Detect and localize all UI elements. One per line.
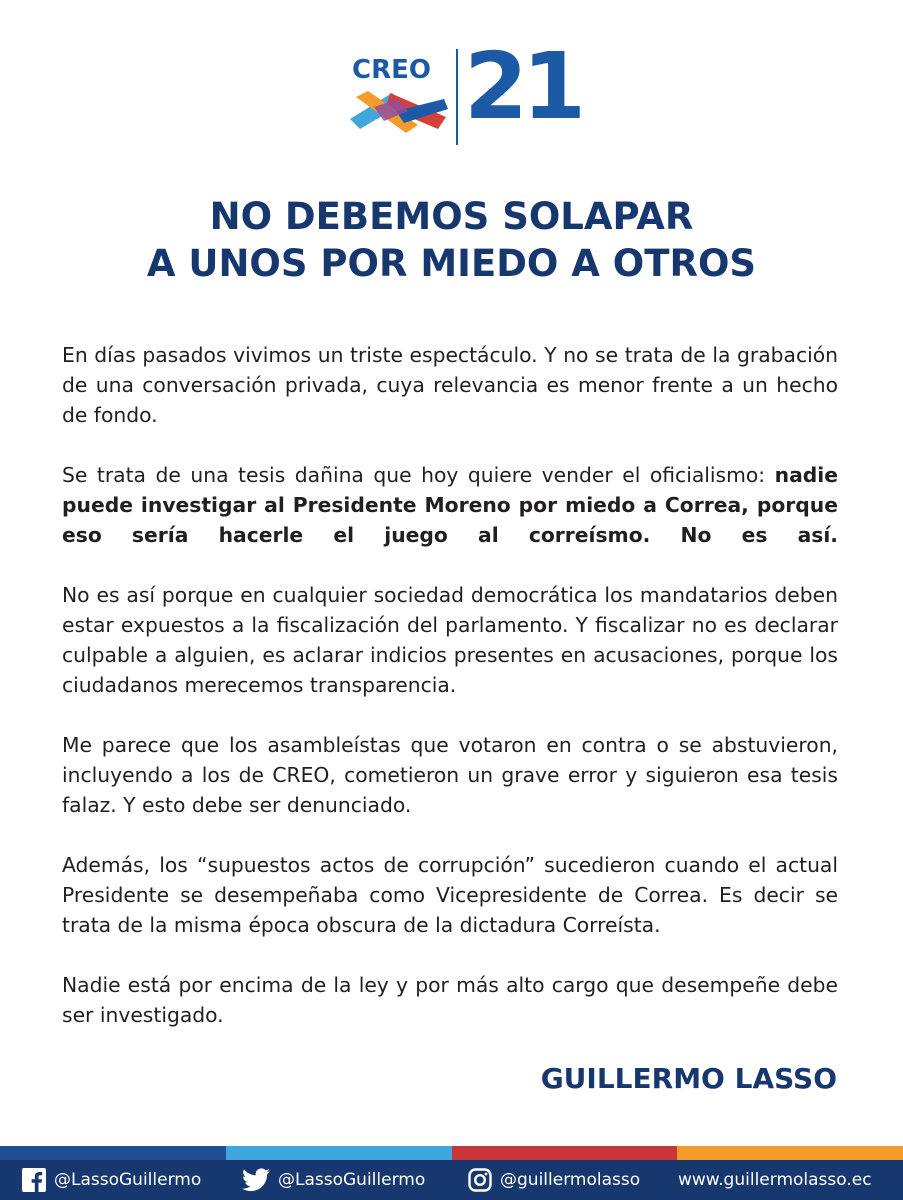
paragraph-2-bold-text: nadie puede investigar al Presidente Moreno por miedo a Correa, porque eso sería hacerle el juego al correísmo. No es así.	[62, 463, 838, 547]
facebook-handle: @LassoGuillermo	[54, 1170, 202, 1190]
facebook-icon	[22, 1168, 46, 1192]
logo-brand-text: CREO	[352, 55, 431, 85]
footer-social-bar	[0, 1160, 903, 1200]
twitter-icon	[242, 1168, 270, 1192]
website-url: www.guillermolasso.ec	[678, 1170, 872, 1190]
instagram-handle: @guillermolasso	[500, 1170, 641, 1190]
page-title	[0, 193, 903, 287]
band-orange	[677, 1146, 903, 1160]
statement-body	[62, 340, 838, 1060]
band-blue	[0, 1146, 226, 1160]
paragraph-2	[62, 460, 838, 550]
facebook-link[interactable]	[22, 1160, 201, 1200]
paragraph-6: Nadie está por encima de la ley y por más alto cargo que desempeñe debe ser investigado.	[62, 973, 838, 1027]
paragraph-5: Además, los “supuestos actos de corrupción” sucedieron cuando el actual Presidente se desempeñaba como Vicepresidente de Correa. Es decir se trata de la misma época obscura de la dictadura Correísta.	[62, 853, 838, 937]
twitter-handle: @LassoGuillermo	[278, 1170, 426, 1190]
signature: GUILLERMO LASSO	[540, 1062, 837, 1095]
twitter-link[interactable]	[242, 1160, 425, 1200]
creo-21-logo	[342, 33, 581, 150]
creo-star-icon	[346, 89, 450, 137]
band-light-blue	[226, 1146, 452, 1160]
logo-divider	[456, 49, 458, 145]
paragraph-3: No es así porque en cualquier sociedad democrática los mandatarios deben estar expuestos a la fiscalización del parlamento. Y fiscalizar no es declarar culpable a alguien, es aclarar indicios presentes en acusaciones, porque los ciudadanos merecemos transparencia.	[62, 583, 838, 697]
instagram-icon	[468, 1168, 492, 1192]
website-link[interactable]	[678, 1160, 872, 1200]
title-line-1: NO DEBEMOS SOLAPAR	[209, 195, 694, 238]
paragraph-1: En días pasados vivimos un triste espectáculo. Y no se trata de la grabación de una conversación privada, cuya relevancia es menor frente a un hecho de fondo.	[62, 343, 838, 427]
instagram-link[interactable]	[468, 1160, 640, 1200]
logo-number: 21	[464, 33, 581, 140]
paragraph-4: Me parece que los asambleístas que votaron en contra o se abstuvieron, incluyendo a los de CREO, cometieron un grave error y siguieron esa tesis falaz. Y esto debe ser denunciado.	[62, 733, 838, 817]
title-line-2: A UNOS POR MIEDO A OTROS	[146, 242, 757, 285]
band-red	[452, 1146, 678, 1160]
paragraph-2-text: Se trata de una tesis dañina que hoy quiere vender el oficialismo:	[62, 463, 766, 487]
footer-color-bands	[0, 1146, 903, 1160]
